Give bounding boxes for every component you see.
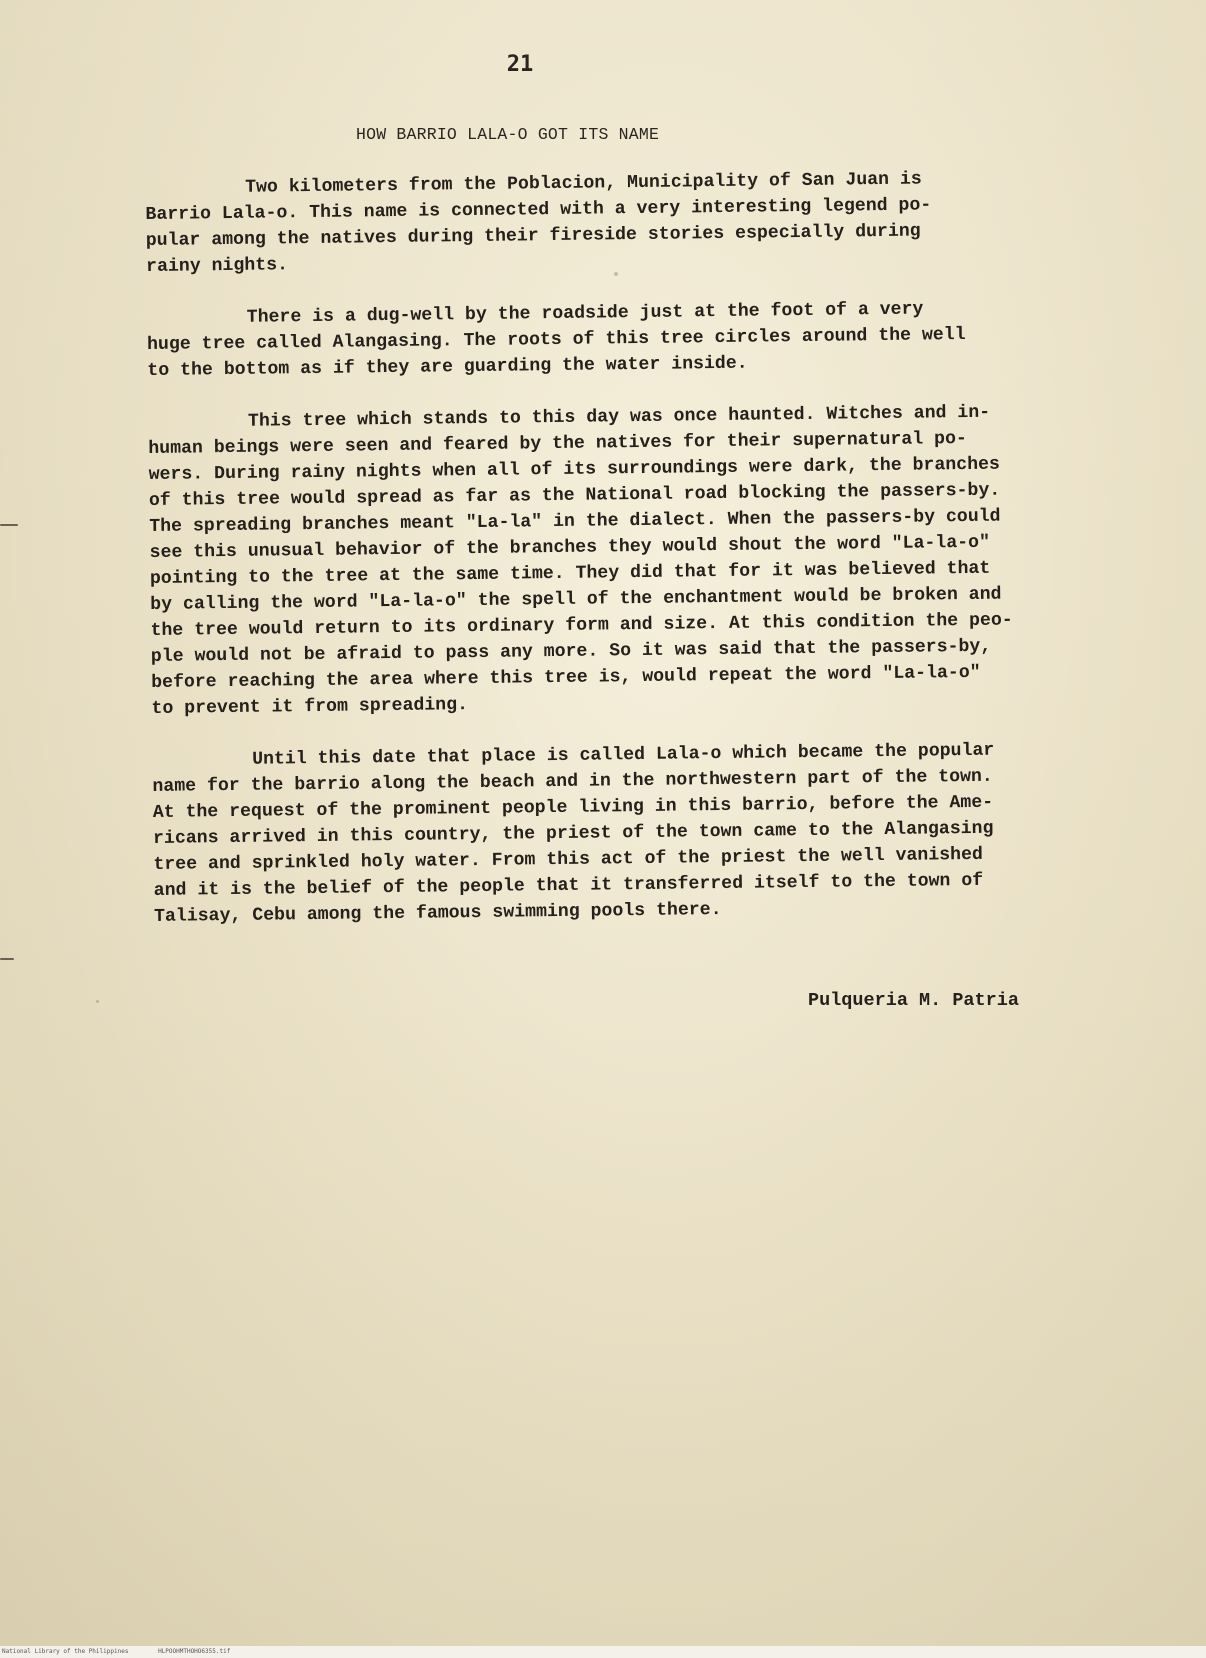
paragraph-1: Two kilometers from the Poblacion, Municipality of San Juan is Barrio Lala-o. This name is connected with a very interesting legend po- pular among the natives during their fireside stories especially during rainy nights.: [145, 169, 932, 277]
footer-source: National Library of the Philippines: [2, 1648, 129, 1655]
paragraph-3: This tree which stands to this day was once haunted. Witches and in- human beings were seen and feared by the natives for their supernatural po- wers. During rainy nights when all of its surroundings were dark, the branches of this tree would spread as far as the National road blocking the passers-by. The spreading branches meant "La-la" in the dialect. When the passers-by could see this unusual behavior of the branches they would shout the word "La-la-o" pointing to the tree at the same time. They did that for it was believed that by calling the word "La-la-o" the spell of the enchantment would be broken and the tree would return to its ordinary form and size. At this condition the peo- ple would not be afraid to pass any more. So it was said that the passers-by, before reaching the area where this tree is, would repeat the word "La-la-o" to prevent it from spreading.: [148, 402, 1013, 719]
paragraph-4: Until this date that place is called Lala-o which became the popular name for the barrio along the beach and in the northwestern part of the town. At the request of the prominent people living in this barrio, before the Ame- ricans arrived in this country, the priest of the town came to the Alangasing tree and sprinkled holy water. From this act of the priest the well vanished and it is the belief of the people that it transferred itself to the town of Talisay, Cebu among the famous swimming pools there.: [152, 740, 995, 927]
paper-speck: [96, 1000, 99, 1003]
page-number: 21: [506, 52, 534, 77]
edge-mark: [0, 958, 14, 960]
document-title: HOW BARRIO LALA-O GOT ITS NAME: [356, 125, 660, 144]
footer-file-id: HLPOOHMTHOHO6355.tif: [158, 1648, 231, 1655]
scan-footer: [0, 1646, 1206, 1658]
paragraph-2: There is a dug-well by the roadside just at the foot of a very huge tree called Alangasing. The roots of this tree circles around the well to the bottom as if they are guarding the water inside.: [146, 299, 966, 381]
author-signature: Pulqueria M. Patria: [808, 990, 1019, 1011]
document-body: [145, 164, 1144, 930]
edge-mark: [0, 524, 18, 526]
